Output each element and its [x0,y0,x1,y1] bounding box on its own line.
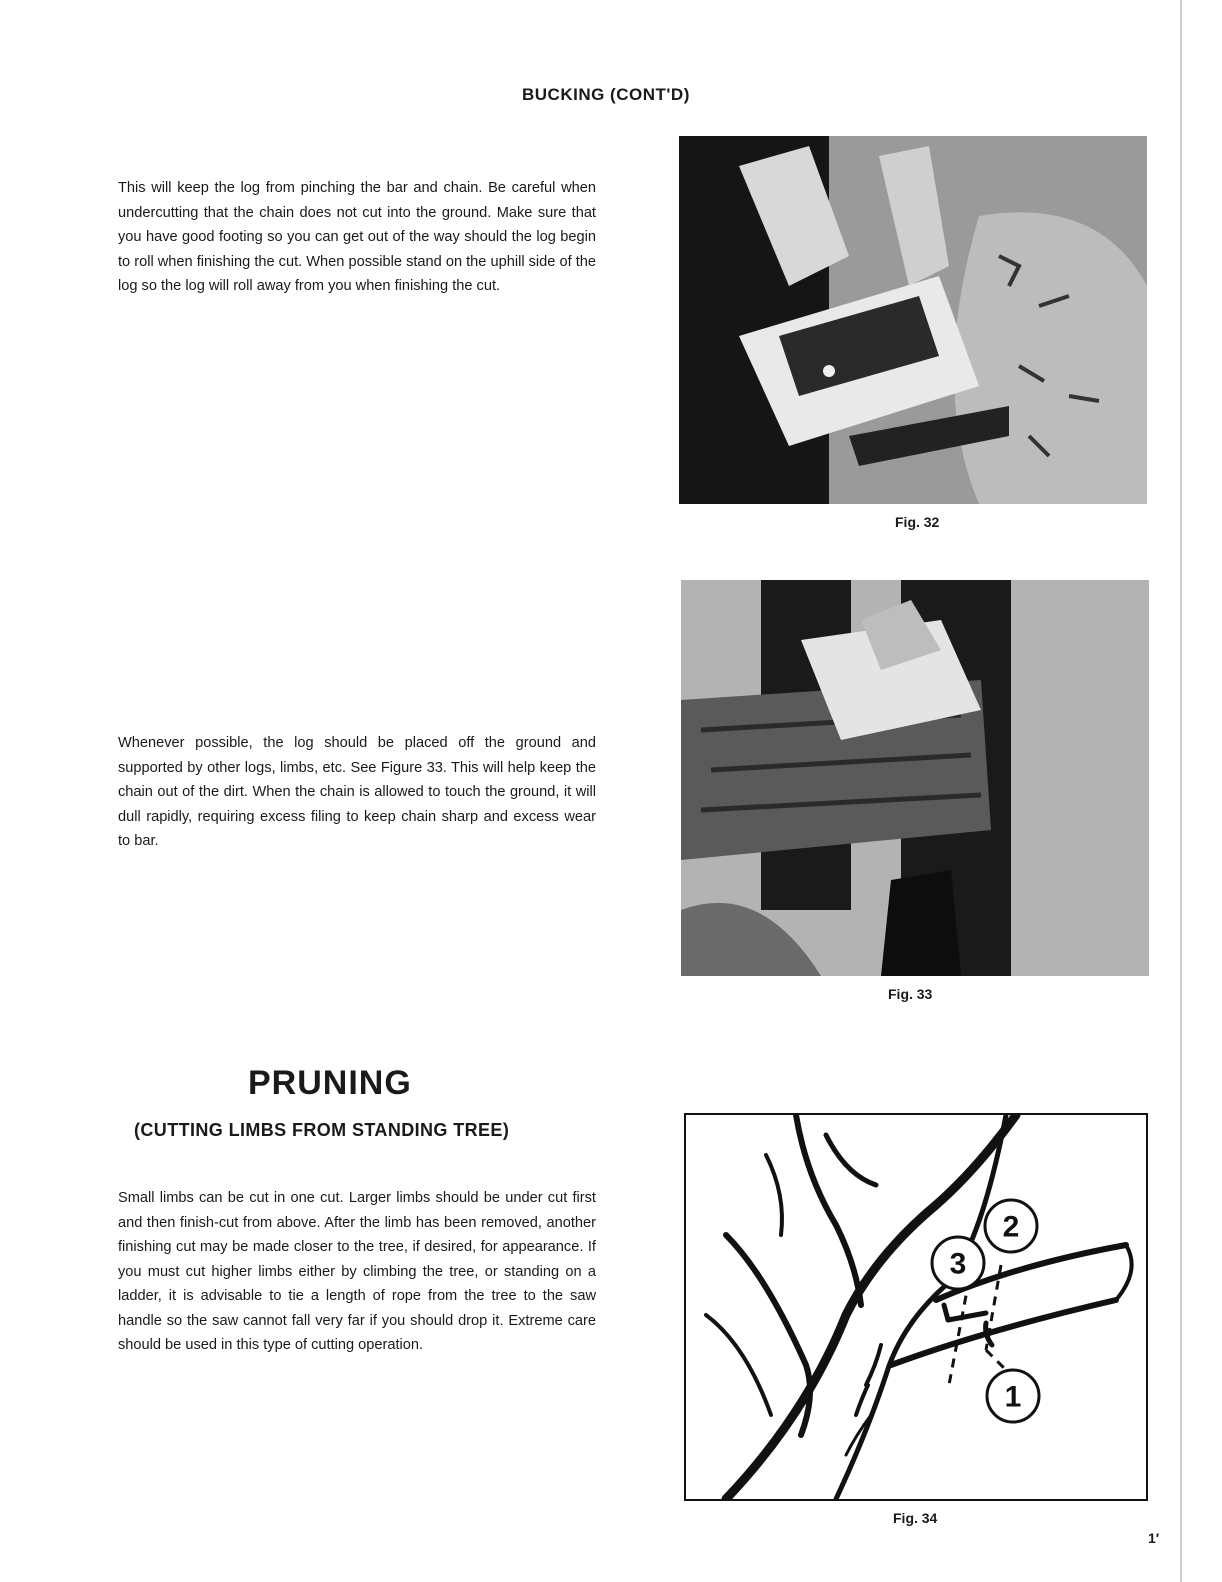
figure-33-photo [681,580,1149,976]
callout-label-3: 3 [949,1247,967,1281]
figure-34-diagram [684,1113,1148,1501]
paragraph-log-pinching: This will keep the log from pinching the bar and chain. Be careful when undercutting that the chain does not cut into the ground. Make sure that you have good footing so you can get out of the way should the log begin to roll when finishing the cut. When possible stand on the uphill side of the log so the log will roll away from you when finishing the cut. [118,180,596,294]
figure-33-caption: Fig. 33 [888,986,933,1002]
pruning-subtitle: (CUTTING LIMBS FROM STANDING TREE) [134,1120,510,1140]
section-header: BUCKING (CONT'D) [522,85,690,104]
figure-32-caption: Fig. 32 [895,514,940,530]
pruning-title: PRUNING [248,1064,412,1102]
tree-trunk-outline [726,1115,1016,1499]
dashed-line-cut-1 [986,1350,1006,1370]
page-edge-line [1180,0,1182,1582]
figure-34-caption: Fig. 34 [893,1510,938,1526]
callout-label-2: 2 [1002,1210,1020,1244]
figure-32-photo [679,136,1147,504]
page-number: 1′ [1148,1530,1160,1546]
cut-mark-3 [944,1305,986,1320]
callout-label-1: 1 [1004,1380,1022,1414]
paragraph-pruning-instructions: Small limbs can be cut in one cut. Larger limbs should be under cut first and then finish-cut from above. After the limb has been removed, another finishing cut may be made closer to the tree, if desired, for appearance. If you must cut higher limbs either by climbing the tree, or standing on a ladder, it is advisable to tie a length of rope from the tree to the saw handle so the saw cannot fall very far if you should drop it. Extreme care should be used in this type of cutting operation. [118,1190,596,1353]
paragraph-log-off-ground: Whenever possible, the log should be placed off the ground and supported by other logs, limbs, etc. See Figure 33. This will help keep the chain out of the dirt. When the chain is allowed to touch the ground, it will dull rapidly, requiring excess filing to keep chain sharp and excess wear to bar. [118,735,596,849]
